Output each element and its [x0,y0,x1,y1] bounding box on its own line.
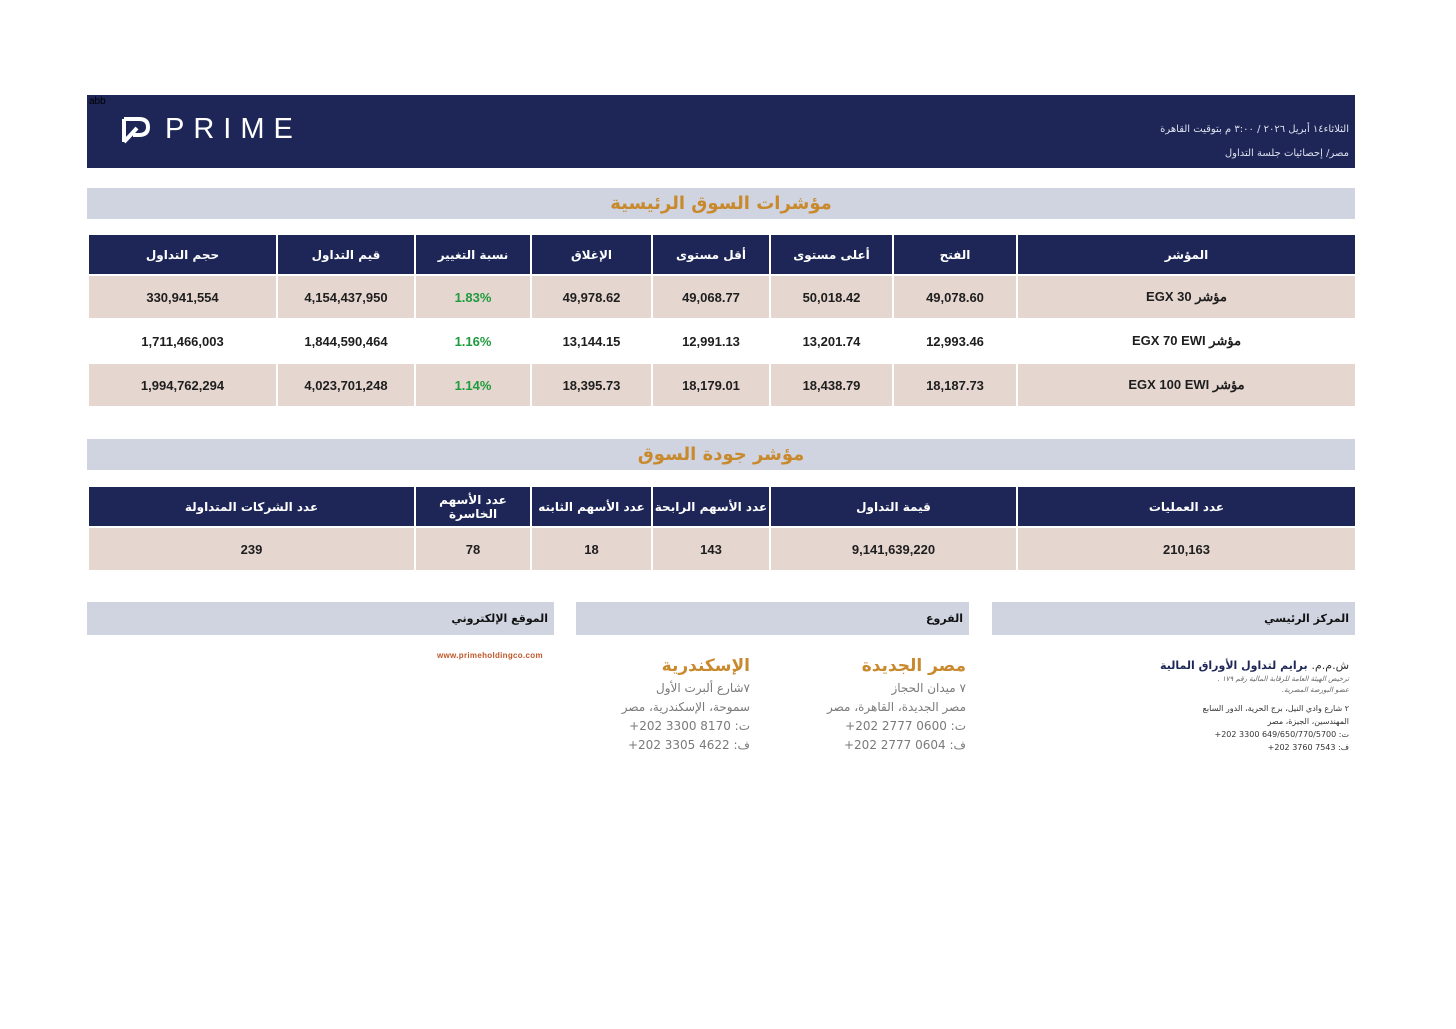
change-value: 1.83% [416,276,530,318]
prime-logo [121,113,302,146]
low-value: 12,991.13 [653,320,769,362]
branch-fax: ف: 4622 3305 202+ [627,738,750,752]
companies-value: 239 [89,528,414,570]
hq-license: ترخيص الهيئة العامة للرقابة المالية رقم ١٧٩ . [1217,675,1349,683]
branch-name: الإسكندرية [661,656,750,676]
high-value: 18,438.79 [771,364,892,406]
col-header-open: الفتح [894,235,1016,274]
branch-address: ٧ ميدان الحجاز [891,681,966,695]
indices-section-bar [87,188,1355,219]
hq-name-text: برايم لتداول الأوراق المالية [1160,659,1308,672]
losers-value: 78 [416,528,530,570]
indices-section-title: مؤشرات السوق الرئيسية [610,193,832,214]
col-header-close: الإغلاق [532,235,651,274]
col-header-losers: عدد الأسهم الخاسرة [416,487,530,526]
hq-suffix: ش.م.م. [1311,659,1349,672]
col-header-high: أعلى مستوى [771,235,892,274]
hq-phone: ت: 649/650/770/5700 3300 202+ [1214,730,1349,739]
quality-section-bar [87,439,1355,470]
open-value: 49,078.60 [894,276,1016,318]
trade-value: 9,141,639,220 [771,528,1016,570]
header-banner [87,95,1355,168]
branches-bar [576,602,969,635]
col-header-turnover: قيم التداول [278,235,414,274]
turnover-value: 1,844,590,464 [278,320,414,362]
index-name: مؤشر EGX 70 EWI [1018,320,1355,362]
branch-address: ٧شارع ألبرت الأول [656,681,750,695]
col-header-value: قيمة التداول [771,487,1016,526]
low-value: 18,179.01 [653,364,769,406]
prime-logo-icon [121,116,151,144]
change-value: 1.14% [416,364,530,406]
col-header-change: نسبة التغيير [416,235,530,274]
turnover-value: 4,023,701,248 [278,364,414,406]
indices-table [87,233,1357,408]
branch-address: مصر الجديدة، القاهرة، مصر [826,700,966,714]
hq-bar [992,602,1355,635]
table-row [89,276,1355,318]
hq-member: عضو البورصة المصرية. [1281,686,1349,694]
col-header-low: أقل مستوى [653,235,769,274]
change-value: 1.16% [416,320,530,362]
hq-address: ٢ شارع وادي النيل، برج الحرية، الدور السابع [1202,704,1349,713]
table-row [89,320,1355,362]
branch-phone: ت: 8170 3300 202+ [629,719,750,733]
volume-value: 1,994,762,294 [89,364,276,406]
hq-label: المركز الرئيسي [1264,612,1349,625]
low-value: 49,068.77 [653,276,769,318]
table-row [89,528,1355,570]
branch-phone: ت: 0600 2777 202+ [845,719,966,733]
website-bar [87,602,554,635]
col-header-companies: عدد الشركات المتداولة [89,487,414,526]
quality-section-title: مؤشر جودة السوق [637,444,805,465]
branch-address: سموحة، الإسكندرية، مصر [621,700,750,714]
session-date: الثلاثاء١٤ أبريل ٢٠٢٦ / ٣:٠٠ م بتوقيت القاهرة [1160,124,1349,135]
high-value: 13,201.74 [771,320,892,362]
volume-value: 330,941,554 [89,276,276,318]
hq-info [1109,657,1349,754]
col-header-gainers: عدد الأسهم الرابحة [653,487,769,526]
website-link[interactable]: www.primeholdingco.com [437,651,543,660]
high-value: 50,018.42 [771,276,892,318]
branch-name: مصر الجديدة [861,656,966,676]
col-header-index: المؤشر [1018,235,1355,274]
hq-company-name [1109,657,1349,674]
open-value: 18,187.73 [894,364,1016,406]
page-subtitle: مصر/ إحصائيات جلسة التداول [1224,148,1349,159]
col-header-trades: عدد العمليات [1018,487,1355,526]
turnover-value: 4,154,437,950 [278,276,414,318]
open-value: 12,993.46 [894,320,1016,362]
gainers-value: 143 [653,528,769,570]
close-value: 18,395.73 [532,364,651,406]
branches-label: الفروع [925,612,963,625]
trades-value: 210,163 [1018,528,1355,570]
branch-alexandria [550,653,750,755]
hq-address: المهندسين، الجيزة، مصر [1267,717,1349,726]
quality-header-row [89,487,1355,526]
unchanged-value: 18 [532,528,651,570]
col-header-volume: حجم التداول [89,235,276,274]
branch-heliopolis [766,653,966,755]
quality-table [87,485,1357,572]
index-name: مؤشر EGX 30 [1018,276,1355,318]
table-row [89,364,1355,406]
col-header-unchanged: عدد الأسهم الثابته [532,487,651,526]
logo-text: PRIME [165,113,302,145]
indices-header-row [89,235,1355,274]
hq-fax: ف: 7543 3760 202+ [1267,743,1349,752]
index-name: مؤشر EGX 100 EWI [1018,364,1355,406]
close-value: 49,978.62 [532,276,651,318]
corner-text: abb [89,96,106,107]
branch-fax: ف: 0604 2777 202+ [843,738,966,752]
volume-value: 1,711,466,003 [89,320,276,362]
website-label: الموقع الإلكتروني [451,612,548,625]
close-value: 13,144.15 [532,320,651,362]
